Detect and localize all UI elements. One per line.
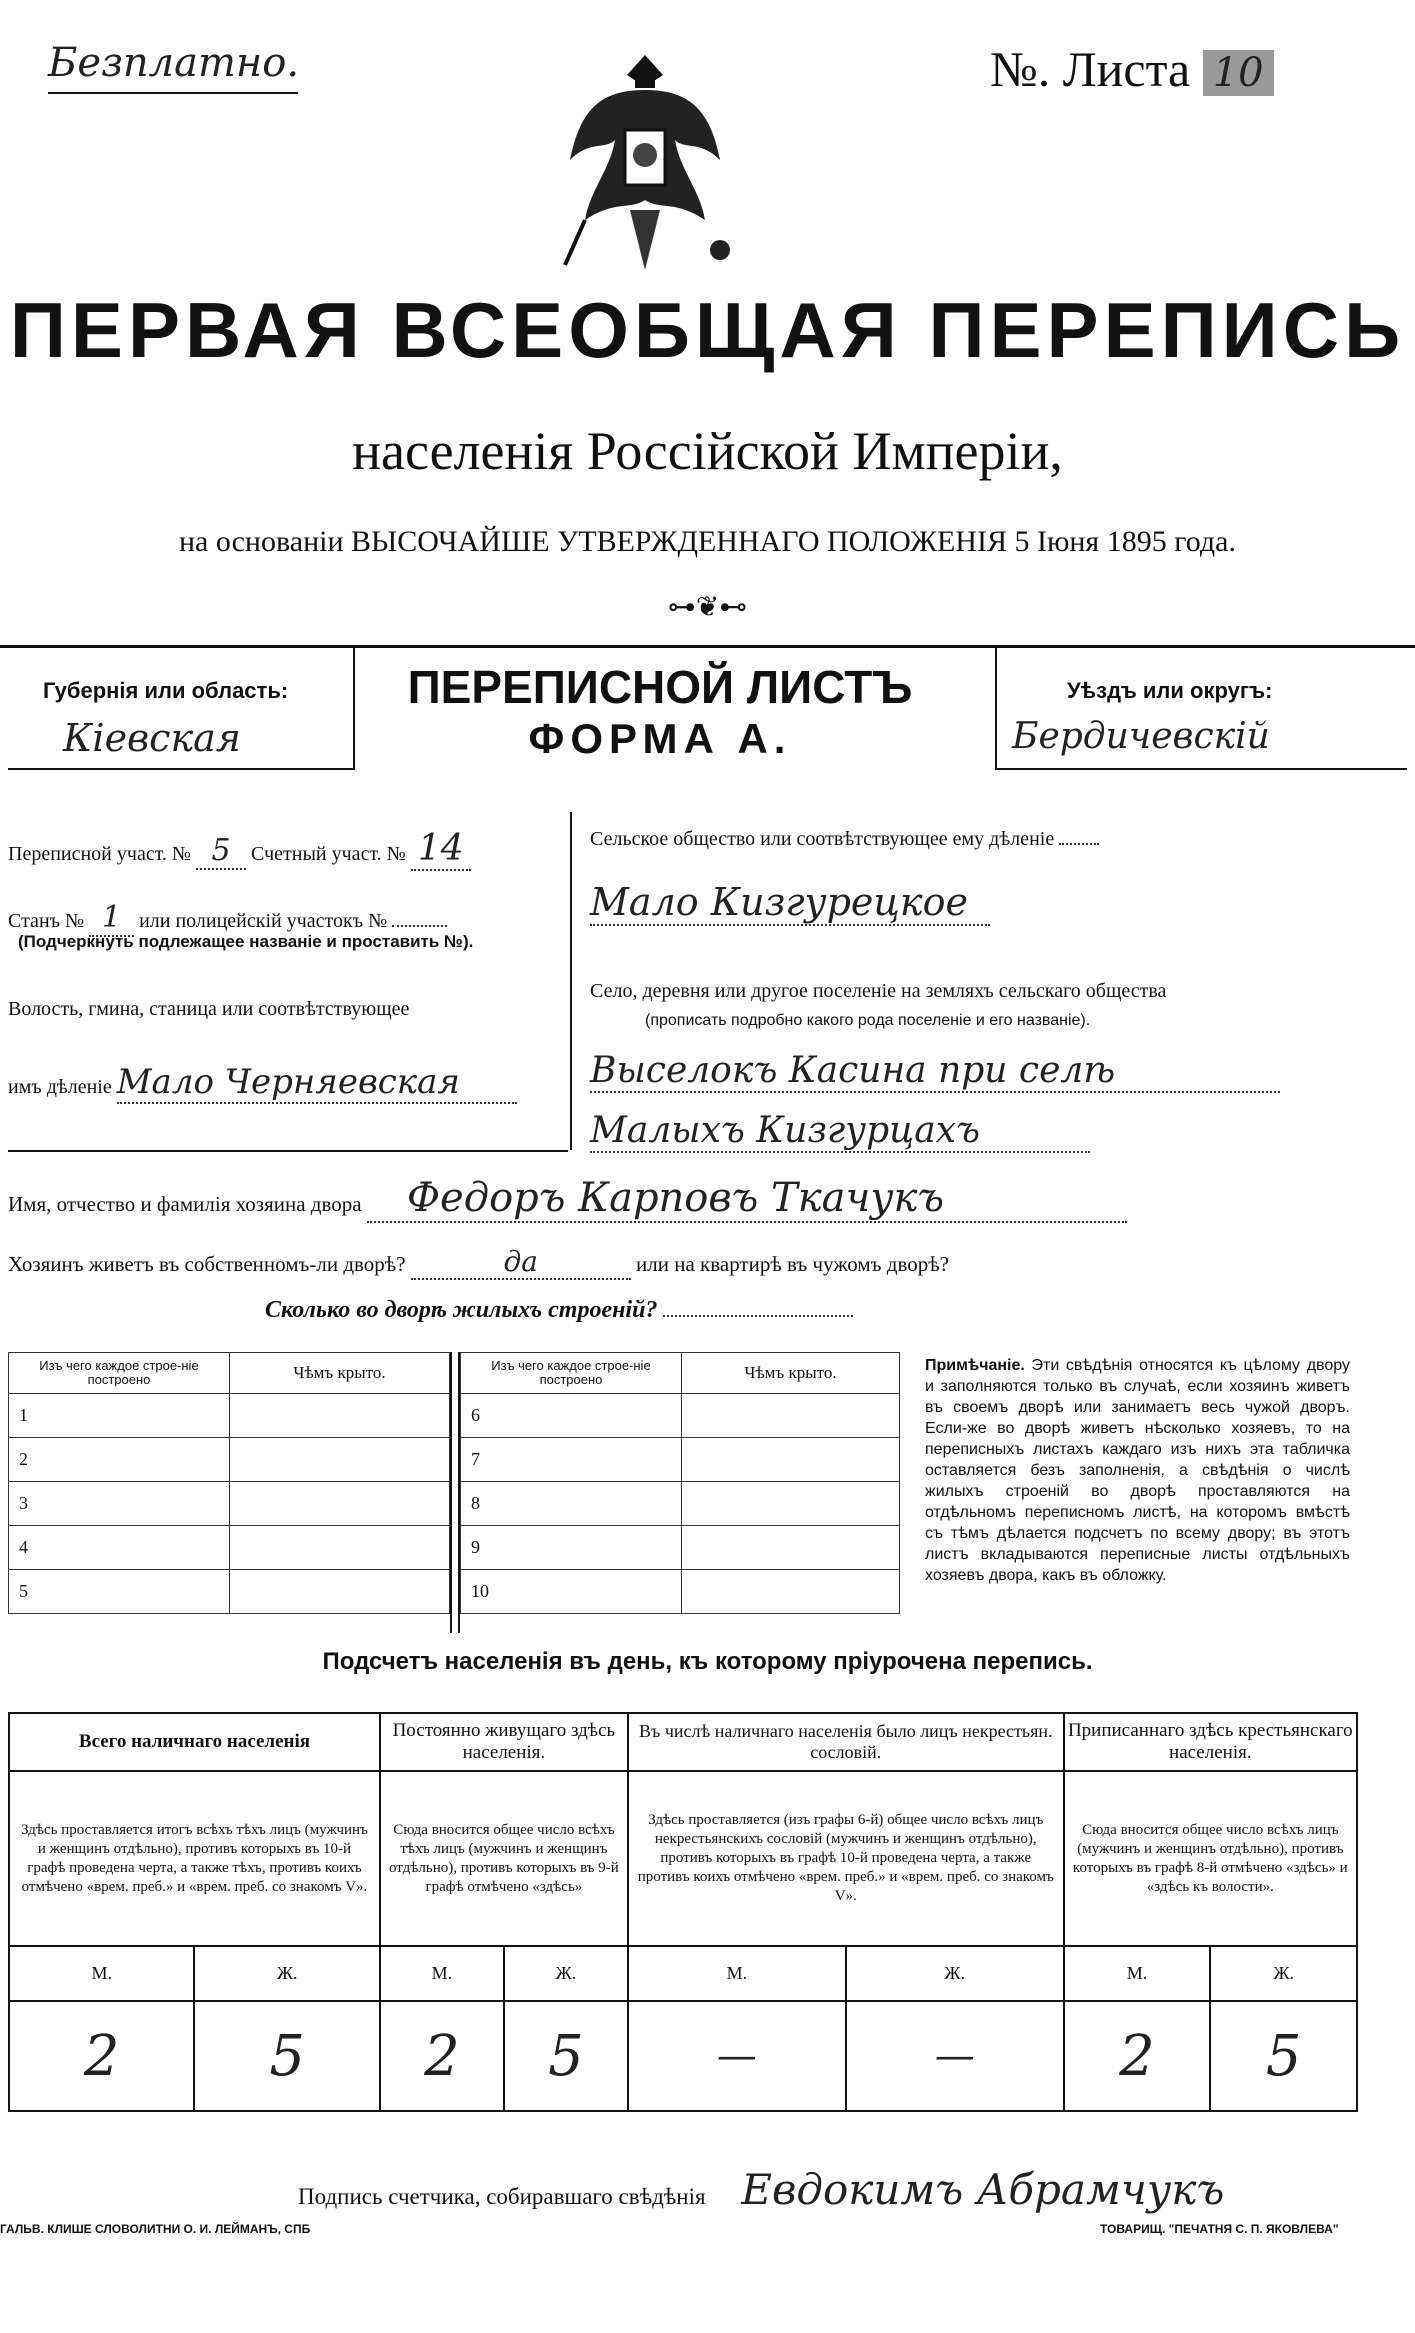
fields-bottom-rule xyxy=(8,1150,568,1152)
form-name: ПЕРЕПИСНОЙ ЛИСТЪ xyxy=(407,661,913,713)
pop-col-title-3: Въ числѣ наличнаго населенія было лицъ некрестьян. сословій. xyxy=(628,1713,1064,1771)
society-label: Сельское общество или соотвѣтствующее ему дѣленіе xyxy=(590,828,1055,850)
population-heading: Подсчетъ населенія въ день, къ которому пріурочена перепись. xyxy=(322,1648,1093,1675)
row-number: 6 xyxy=(461,1394,682,1438)
count-area-label: Счетный участ. № xyxy=(251,843,406,865)
owner-lives-row xyxy=(8,1245,949,1280)
page-title: ПЕРВАЯ ВСЕОБЩАЯ ПЕРЕПИСЬ xyxy=(9,286,1406,374)
village-note: (прописать подробно какого рода поселеніе и его названіе). xyxy=(645,1012,1091,1029)
row-number: 9 xyxy=(461,1526,682,1570)
row-number: 10 xyxy=(461,1570,682,1614)
signature-value[interactable]: Евдокимъ Абрамчукъ xyxy=(741,2165,1225,2214)
police-label: или полицейскій участокъ № xyxy=(139,910,388,932)
pop-col-title-1: Всего наличнаго населенія xyxy=(9,1713,380,1771)
buildings-table-header xyxy=(9,1353,450,1394)
owner-lives-label: Хозяинъ живетъ въ собственномъ-ли дворѣ? xyxy=(8,1252,406,1276)
form-type: ФОРМА А. xyxy=(528,715,792,762)
pop-col-title-4: Приписаннаго здѣсь крестьянскаго населенія. xyxy=(1064,1713,1357,1771)
col-material-header: Изъ чего каждое строе-ніе построено xyxy=(9,1353,230,1394)
roof-cell[interactable] xyxy=(230,1570,450,1614)
buildings-table-divider xyxy=(450,1352,460,1633)
note-text: Эти свѣдѣнія относятся къ цѣлому двору и заполняются только въ случаѣ, если хозяинъ живетъ въ своемъ дворѣ или занимаетъ весь чужой дворъ. Если-же во дворѣ живетъ нѣсколько хозяевъ, то на переписныхъ листахъ каждаго изъ нихъ эта табличка оставляется безъ заполненія, а свѣдѣнія о числѣ жилыхъ строеній во дворѣ проставляются на отдѣльномъ переписномъ листѣ, на которомъ вмѣстѣ съ тѣмъ дѣлается подсчетъ по всему двору; въ этотъ листъ вкладываются переписные листы отдѣльныхъ хозяевъ двора, какъ въ обложку. xyxy=(925,1357,1350,1584)
district-label: Уѣздъ или округъ: xyxy=(1067,678,1273,703)
owner-lives-value[interactable]: да xyxy=(411,1245,631,1280)
table-row[interactable] xyxy=(9,1394,450,1438)
col-roof-header: Чѣмъ крыто. xyxy=(230,1353,450,1394)
province-box xyxy=(8,648,355,770)
female-label: Ж. xyxy=(1210,1946,1357,2001)
roof-cell[interactable] xyxy=(230,1438,450,1482)
female-label: Ж. xyxy=(504,1946,628,2001)
table-row[interactable] xyxy=(461,1394,900,1438)
pop-col-title-2: Постоянно живущаго здѣсь населенія. xyxy=(380,1713,628,1771)
buildings-question-dots[interactable] xyxy=(663,1315,853,1317)
pop-col-desc-3: Здѣсь проставляется (изъ графы 6-й) общее число всѣхъ лицъ некрестьянскихъ сословій (мужчинъ и женщинъ отдѣльно), противъ которыхъ въ графѣ 10-й проведена черта, а также противъ коихъ отмѣчено «врем. преб.» и «врем. преб. со знакомъ V». xyxy=(628,1771,1064,1946)
roof-cell[interactable] xyxy=(682,1570,900,1614)
non-peasant-female-value[interactable]: — xyxy=(846,2001,1064,2111)
basis-line: на основаніи ВЫСОЧАЙШЕ УТВЕРЖДЕННАГО ПОЛОЖЕНІЯ 5 Іюня 1895 года. xyxy=(179,525,1236,558)
roof-cell[interactable] xyxy=(230,1394,450,1438)
left-imprint: ГАЛЬВ. КЛИШЕ СЛОВОЛИТНИ О. И. ЛЕЙМАНЪ, СПБ xyxy=(0,2222,311,2236)
row-number: 2 xyxy=(9,1438,230,1482)
free-label-underline xyxy=(48,92,298,94)
police-value[interactable] xyxy=(392,925,447,927)
owner-label: Имя, отчество и фамилія хозяина двора xyxy=(8,1192,362,1216)
note-block xyxy=(925,1355,1350,1586)
owner-row xyxy=(8,1175,1127,1223)
volost-row xyxy=(8,1062,517,1104)
signature-label: Подпись счетчика, собиравшаго свѣдѣнія xyxy=(298,2184,706,2209)
sheet-number-label: №. Листа xyxy=(990,41,1191,97)
row-number: 1 xyxy=(9,1394,230,1438)
table-row[interactable] xyxy=(461,1526,900,1570)
district-value[interactable]: Бердичевскій xyxy=(1012,716,1270,757)
roof-cell[interactable] xyxy=(682,1438,900,1482)
stan-value[interactable]: 1 xyxy=(89,900,134,937)
row-number: 4 xyxy=(9,1526,230,1570)
roof-cell[interactable] xyxy=(230,1482,450,1526)
society-value[interactable]: Мало Кизгурецкое xyxy=(590,880,990,926)
fields-section xyxy=(0,800,1415,1150)
registered-male-value[interactable]: 2 xyxy=(1064,2001,1211,2111)
col-material-header: Изъ чего каждое строе-ніе построено xyxy=(461,1353,682,1394)
total-male-value[interactable]: 2 xyxy=(9,2001,194,2111)
sheet-number xyxy=(990,40,1274,98)
population-title-row xyxy=(9,1713,1357,1771)
pop-col-desc-1: Здѣсь проставляется итогъ всѣхъ тѣхъ лицъ (мужчинъ и женщинъ отдѣльно), противъ которыхъ въ 10-й графѣ проведена черта, а также тѣхъ, противъ коихъ отмѣчено «врем. преб.» и «врем. преб. со знакомъ V». xyxy=(9,1771,380,1946)
population-sex-row xyxy=(9,1946,1357,2001)
province-value[interactable]: Кіевская xyxy=(63,716,241,760)
female-label: Ж. xyxy=(846,1946,1064,2001)
roof-cell[interactable] xyxy=(682,1394,900,1438)
census-area-label: Переписной участ. № xyxy=(8,843,192,865)
table-row[interactable] xyxy=(9,1482,450,1526)
imperial-eagle-icon xyxy=(560,50,730,290)
population-desc-row xyxy=(9,1771,1357,1946)
fields-divider xyxy=(570,812,572,1150)
province-label: Губернія или область: xyxy=(43,678,289,703)
volost-label-2: имъ дѣленіе xyxy=(8,1076,112,1098)
row-number: 8 xyxy=(461,1482,682,1526)
right-imprint: ТОВАРИЩ. "ПЕЧАТНЯ С. П. ЯКОВЛЕВА" xyxy=(1100,2222,1339,2236)
registered-female-value[interactable]: 5 xyxy=(1210,2001,1357,2111)
roof-cell[interactable] xyxy=(682,1526,900,1570)
owner-value[interactable]: Федоръ Карповъ Ткачукъ xyxy=(367,1175,1127,1223)
owner-lives-alt: или на квартирѣ въ чужомъ дворѣ? xyxy=(636,1252,949,1276)
village-value-line-2[interactable]: Малыхъ Кизгурцахъ xyxy=(590,1110,1090,1153)
page-subtitle: населенія Россійской Имперіи, xyxy=(352,421,1063,481)
stan-note: (Подчеркнуть подлежащее названіе и проставить №). xyxy=(18,932,474,951)
ornament: ⊶❦⊷ xyxy=(667,592,748,623)
table-row[interactable] xyxy=(9,1438,450,1482)
society-row xyxy=(590,828,1099,851)
census-area-value[interactable]: 5 xyxy=(196,833,246,870)
village-value-line-1[interactable]: Выселокъ Касина при селѣ xyxy=(590,1050,1280,1093)
signature-row xyxy=(298,2165,1224,2214)
district-box xyxy=(995,648,1407,770)
count-area-value[interactable]: 14 xyxy=(411,828,471,871)
free-label: Безплатно. xyxy=(48,40,300,86)
table-row[interactable] xyxy=(461,1570,900,1614)
note-title: Примѣчаніе. xyxy=(925,1357,1025,1374)
buildings-question xyxy=(265,1297,853,1324)
row-number: 7 xyxy=(461,1438,682,1482)
population-table xyxy=(8,1712,1358,2112)
male-label: М. xyxy=(9,1946,194,2001)
buildings-question-text: Сколько во дворѣ жилыхъ строеній? xyxy=(265,1297,658,1323)
roof-cell[interactable] xyxy=(230,1526,450,1570)
male-label: М. xyxy=(1064,1946,1211,2001)
non-peasant-male-value[interactable]: — xyxy=(628,2001,846,2111)
sheet-number-value: 10 xyxy=(1203,50,1274,96)
village-label: Село, деревня или другое поселеніе на земляхъ сельскаго общества xyxy=(590,980,1167,1002)
stan-label: Станъ № xyxy=(8,910,85,932)
female-label: Ж. xyxy=(194,1946,379,2001)
total-female-value[interactable]: 5 xyxy=(194,2001,379,2111)
table-row[interactable] xyxy=(461,1438,900,1482)
male-label: М. xyxy=(380,1946,504,2001)
pop-col-desc-4: Сюда вносится общее число всѣхъ лицъ (мужчинъ и женщинъ отдѣльно), противъ которыхъ въ графѣ 8-й отмѣчено «здѣсь» и «здѣсь къ волости». xyxy=(1064,1771,1357,1946)
population-values-row xyxy=(9,2001,1357,2111)
pop-col-desc-2: Сюда вносится общее число всѣхъ тѣхъ лицъ (мужчинъ и женщинъ отдѣльно), противъ которыхъ въ 9-й графѣ отмѣчено «здѣсь» xyxy=(380,1771,628,1946)
table-row[interactable] xyxy=(461,1482,900,1526)
buildings-table-left xyxy=(8,1352,450,1614)
society-dots xyxy=(1059,843,1099,845)
buildings-table-right xyxy=(460,1352,900,1614)
volost-value[interactable]: Мало Черняевская xyxy=(117,1062,517,1104)
census-area-row xyxy=(8,828,471,871)
volost-label-1: Волость, гмина, станица или соотвѣтствующее xyxy=(8,998,410,1020)
roof-cell[interactable] xyxy=(682,1482,900,1526)
row-number: 3 xyxy=(9,1482,230,1526)
buildings-table-header xyxy=(461,1353,900,1394)
male-label: М. xyxy=(628,1946,846,2001)
row-number: 5 xyxy=(9,1570,230,1614)
table-row[interactable] xyxy=(9,1526,450,1570)
permanent-female-value[interactable]: 5 xyxy=(504,2001,628,2111)
col-roof-header: Чѣмъ крыто. xyxy=(682,1353,900,1394)
permanent-male-value[interactable]: 2 xyxy=(380,2001,504,2111)
table-row[interactable] xyxy=(9,1570,450,1614)
